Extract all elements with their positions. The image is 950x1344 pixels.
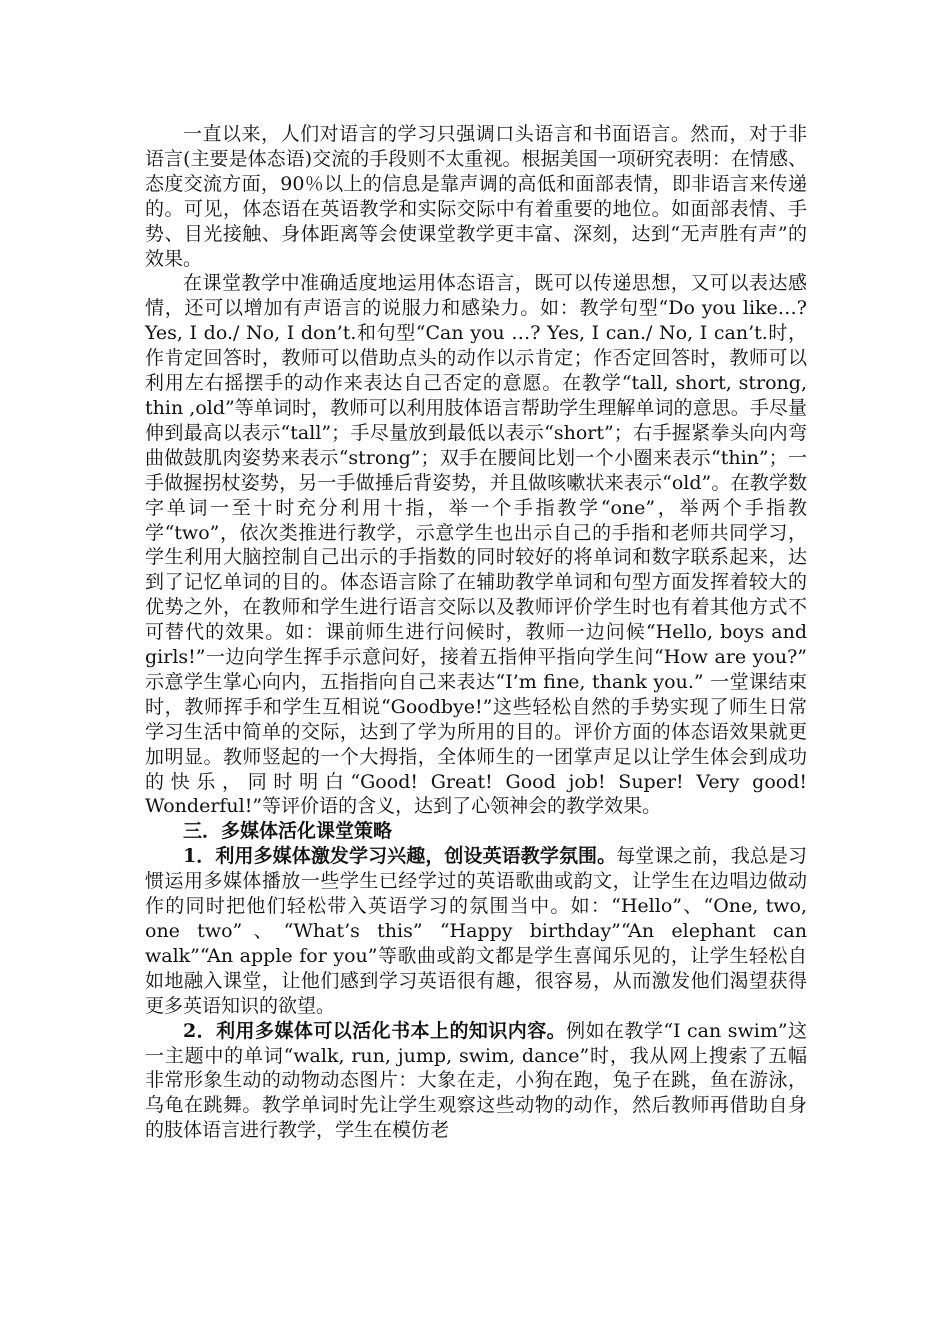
point-paragraph-1 [145, 844, 807, 1018]
point-paragraph-2 [145, 1019, 807, 1144]
point-lead-2: 2．利用多媒体可以活化书本上的知识内容。 [183, 1019, 567, 1042]
paragraph-body-language-classroom: 在课堂教学中准确适度地运用体态语言，既可以传递思想，又可以表达感情，还可以增加有声语言的说服力和感染力。如：教学句型“Do you like…? Yes, I do./ No, I don’t.和句型“Can you …? Yes, I can./ No, I can’t.时，作肯定回答时，教师可以借助点头的动作以示肯定；作否定回答时，教师可以利用左右摇摆手的动作来表达自己否定的意愿。在教学“tall, short, strong, thin ,old”等单词时，教师可以利用肢体语言帮助学生理解单词的意思。手尽量伸到最高以表示“tall”；手尽量放到最低以表示“short”；右手握紧拳头向内弯曲做鼓肌肉姿势来表示“strong”；双手在腰间比划一个小圈来表示“thin”；一手做握拐杖姿势，另一手做捶后背姿势，并且做咳嗽状来表示“old”。在教学数字单词一至十时充分利用十指，举一个手指教学“one”，举两个手指教学“two”，依次类推进行教学，示意学生也出示自己的手指和老师共同学习，学生利用大脑控制自己出示的手指数的同时较好的将单词和数字联系起来，达到了记忆单词的目的。体态语言除了在辅助教学单词和句型方面发挥着较大的优势之外，在教师和学生进行语言交际以及教师评价学生时也有着其他方式不可替代的效果。如：课前师生进行问候时，教师一边问候“Hello, boys and girls!”一边向学生挥手示意问好，接着五指伸平指向学生问“How are you?” 示意学生掌心向内，五指指向自己来表达“I’m fine, thank you.” 一堂课结束时，教师挥手和学生互相说“Goodbye!”这些轻松自然的手势实现了师生日常学习生活中简单的交际，达到了学为所用的目的。评价方面的体态语效果就更加明显。教师竖起的一个大拇指，全体师生的一团掌声足以让学生体会到成功的快乐，同时明白“Good! Great! Good job! Super! Very good! Wonderful!”等评价语的含义，达到了心领神会的教学效果。 [145, 272, 807, 818]
document-body [145, 122, 807, 1143]
section-heading: 三．多媒体活化课堂策略 [183, 820, 393, 843]
point-text-2: 例如在教学“I can swim”这一主题中的单词“walk, run, jump, swim, dance”时，我从网上搜索了五幅非常形象生动的动物动态图片：大象在走，小狗在跑，兔子在跳，鱼在游泳，乌龟在跳舞。教学单词时先让学生观察这些动物的动作，然后教师再借助自身的肢体语言进行教学，学生在模仿老 [145, 1019, 807, 1142]
point-lead-1: 1．利用多媒体激发学习兴趣，创设英语教学氛围。 [183, 845, 617, 868]
paragraph-body-language-importance: 一直以来，人们对语言的学习只强调口头语言和书面语言。然而，对于非语言(主要是体态语)交流的手段则不太重视。根据美国一项研究表明：在情感、态度交流方面，90％以上的信息是靠声调的高低和面部表情，即非语言来传递的。可见，体态语在英语教学和实际交际中有着重要的地位。如面部表情、手势、目光接触、身体距离等会使课堂教学更丰富、深刻，达到“无声胜有声”的效果。 [145, 123, 807, 270]
point-text-1: 每堂课之前，我总是习惯运用多媒体播放一些学生已经学过的英语歌曲或韵文，让学生在边唱边做动作的同时把他们轻松带入英语学习的氛围当中。如：“Hello”、“One, two, one two”、“What’s this” “Happy birthday”“An elephant can walk”“An apple for you”等歌曲或韵文都是学生喜闻乐见的，让学生轻松自如地融入课堂，让他们感到学习英语很有趣，很容易，从而激发他们渴望获得更多英语知识的欲望。 [145, 845, 807, 1017]
